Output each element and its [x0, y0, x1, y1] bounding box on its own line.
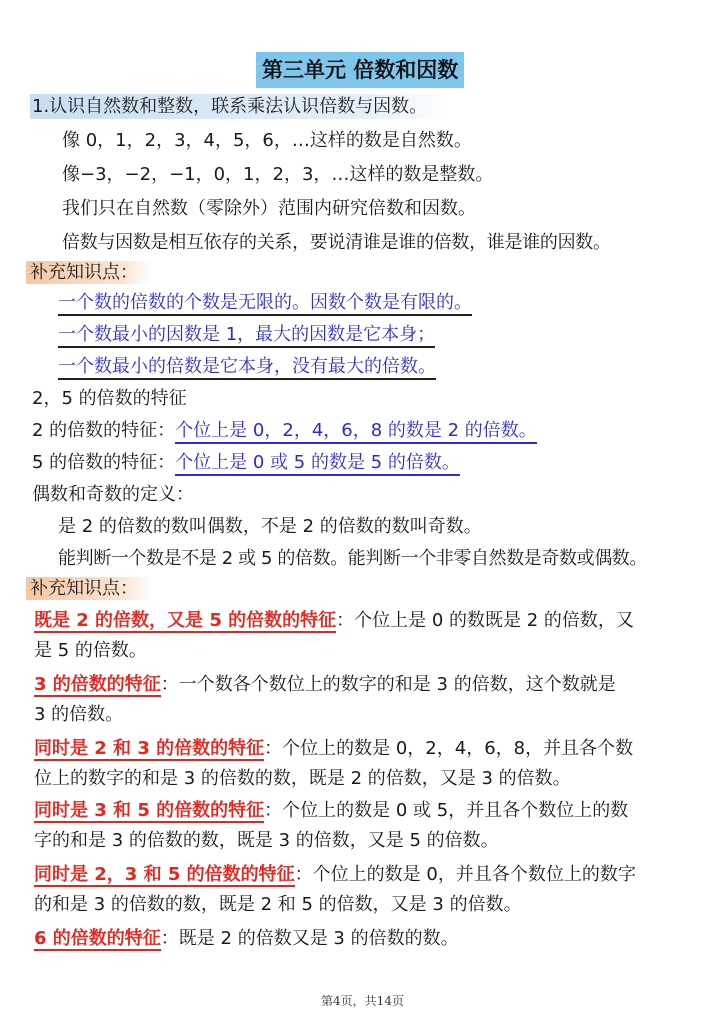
supplement-item-2 — [58, 322, 435, 348]
feature-2-and-3-title: 同时是 2 和 3 的倍数的特征 — [34, 738, 265, 759]
supplement-item-3-text: 一个数最小的倍数是它本身，没有最大的倍数。 — [58, 356, 436, 380]
parity-heading: 偶数和奇数的定义： — [32, 484, 194, 505]
five-multiple-label: 5 的倍数的特征： — [32, 452, 176, 473]
feature-6-title: 6 的倍数的特征 — [34, 928, 161, 949]
scope-line: 我们只在自然数（零除外）范围内研究倍数和因数。 — [62, 198, 476, 219]
section-2-heading: 2，5 的倍数的特征 — [32, 388, 187, 409]
feature-2-and-5 — [34, 608, 634, 634]
feature-3-title: 3 的倍数的特征 — [34, 674, 161, 695]
feature-3-and-5-title: 同时是 3 和 5 的倍数的特征 — [34, 800, 265, 821]
feature-2-and-3 — [34, 736, 633, 762]
supplement-item-2-text: 一个数最小的因数是 1，最大的因数是它本身； — [58, 324, 435, 348]
supplement-label-2 — [26, 576, 152, 602]
feature-3-and-5-text-1: ：个位上的数是 0 或 5，并且各个数位上的数 — [264, 800, 629, 821]
two-multiple-rule — [32, 418, 537, 444]
feature-3-text-1: ：一个数各个数位上的数字的和是 3 的倍数，这个数就是 — [160, 674, 616, 695]
natural-number-line: 像 0，1，2，3，4，5，6，…这样的数是自然数。 — [62, 130, 472, 151]
feature-2-and-5-text-2: 是 5 的倍数。 — [34, 640, 147, 661]
feature-6 — [34, 926, 459, 952]
supplement-item-1-text: 一个数的倍数的个数是无限的。因数个数是有限的。 — [58, 292, 472, 316]
integer-line: 像−3，−2，−1，0，1，2，3，…这样的数是整数。 — [62, 164, 494, 185]
feature-3-and-5 — [34, 798, 628, 824]
feature-2-and-3-text-1: ：个位上的数是 0，2，4，6，8，并且各个数 — [264, 738, 634, 759]
feature-6-text: ：既是 2 的倍数又是 3 的倍数的数。 — [160, 928, 459, 949]
feature-2-and-5-title: 既是 2 的倍数，又是 5 的倍数的特征 — [34, 610, 337, 631]
supplement-label-1-text: 补充知识点： — [26, 261, 152, 284]
feature-2-3-5 — [34, 862, 636, 888]
relation-line: 倍数与因数是相互依存的关系，要说清谁是谁的倍数，谁是谁的因数。 — [62, 232, 611, 253]
section-1-heading — [30, 94, 451, 120]
unit-title: 第三单元 倍数和因数 — [256, 52, 464, 88]
supplement-label-1 — [26, 260, 152, 286]
two-multiple-text: 个位上是 0，2，4，6，8 的数是 2 的倍数。 — [175, 420, 537, 444]
section-1-heading-text: 1.认识自然数和整数，联系乘法认识倍数与因数。 — [30, 94, 451, 119]
supplement-item-3 — [58, 354, 436, 380]
five-multiple-text: 个位上是 0 或 5 的数是 5 的倍数。 — [175, 452, 460, 476]
parity-ability: 能判断一个数是不是 2 或 5 的倍数。能判断一个非零自然数是奇数或偶数。 — [58, 548, 647, 569]
feature-2-and-3-text-2: 位上的数字的和是 3 的倍数的数，既是 2 的倍数，又是 3 的倍数。 — [34, 768, 571, 789]
page-footer: 第4页，共14页 — [321, 994, 404, 1008]
parity-definition: 是 2 的倍数的数叫偶数，不是 2 的倍数的数叫奇数。 — [58, 516, 482, 537]
supplement-item-1 — [58, 290, 472, 316]
feature-2-and-5-text-1: ：个位上是 0 的数既是 2 的倍数，又 — [336, 610, 634, 631]
feature-3 — [34, 672, 616, 698]
two-multiple-label: 2 的倍数的特征： — [32, 420, 176, 441]
feature-2-3-5-text-2: 的和是 3 的倍数的数，既是 2 和 5 的倍数，又是 3 的倍数。 — [34, 894, 522, 915]
feature-2-3-5-text-1: ：个位上的数是 0，并且各个数位上的数字 — [294, 864, 636, 885]
five-multiple-rule — [32, 450, 460, 476]
feature-3-and-5-text-2: 字的和是 3 的倍数的数，既是 3 的倍数，又是 5 的倍数。 — [34, 830, 499, 851]
feature-3-text-2: 3 的倍数。 — [34, 704, 124, 725]
supplement-label-2-text: 补充知识点： — [26, 577, 152, 600]
feature-2-3-5-title: 同时是 2，3 和 5 的倍数的特征 — [34, 864, 295, 885]
